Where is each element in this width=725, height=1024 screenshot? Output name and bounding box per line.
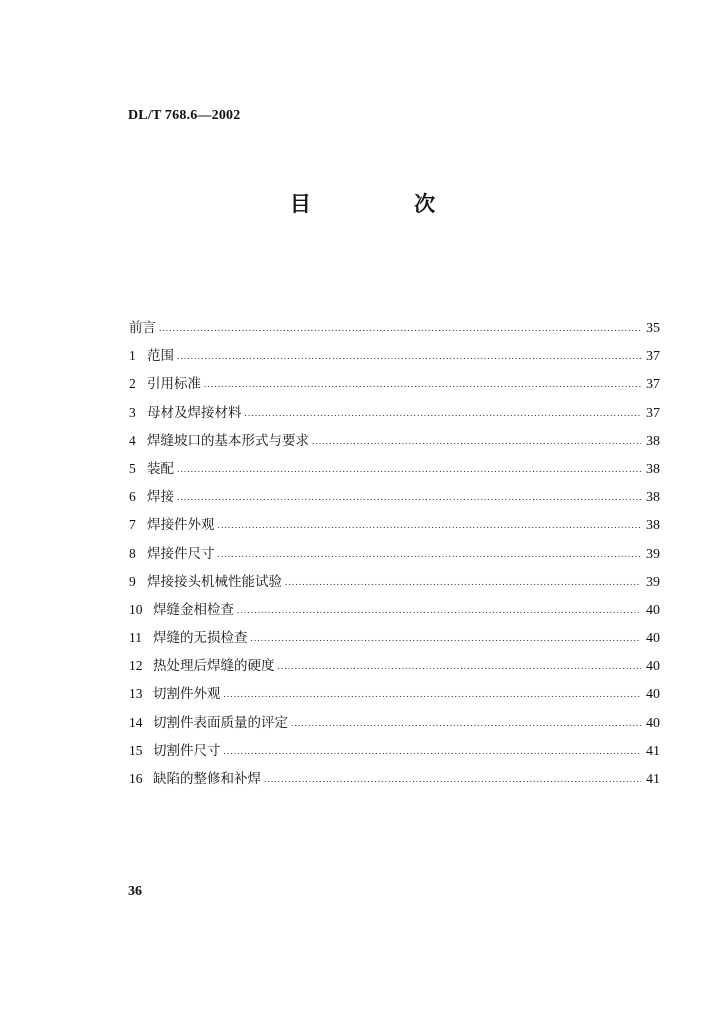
toc-leader-dots [159,314,641,342]
toc-leader-dots [245,399,642,427]
toc-entry[interactable] [129,709,660,737]
toc-entry-page: 37 [646,405,660,421]
toc-entry-number: 14 [129,714,143,730]
toc-entry-label: 前言 [129,320,156,336]
toc-leader-dots [177,455,641,483]
toc-entry-label: 焊接件尺寸 [147,545,215,562]
toc-entry-number: 5 [129,460,136,476]
toc-entry-page: 37 [646,349,660,365]
toc-entry[interactable] [129,596,660,624]
toc-entry-page: 40 [646,715,660,731]
toc-leader-dots [285,568,641,596]
toc-entry-number: 10 [129,601,143,617]
page-title: 目 次 [289,192,484,216]
toc-leader-dots [278,652,642,680]
toc-leader-dots [177,342,641,370]
toc-entry-label: 范围 [147,348,174,365]
toc-entry-number: 9 [129,573,136,589]
toc-entry-number: 7 [129,517,136,533]
toc-entry-label: 焊接接头机械性能试验 [147,573,282,590]
toc-entry-page: 38 [646,518,660,534]
toc-leader-dots [218,511,642,539]
toc-entry-page: 41 [646,772,660,787]
toc-leader-dots [237,596,641,624]
toc-leader-dots [218,540,642,568]
toc-entry-number: 16 [129,771,143,786]
toc-leader-dots [204,370,641,398]
toc-leader-dots [224,737,642,765]
toc-leader-dots [177,483,641,511]
toc-entry-page: 37 [646,377,660,393]
toc-entry-number: 13 [129,686,143,702]
toc-entry-label: 焊缝金相检查 [153,601,234,618]
toc-entry-number: 1 [129,348,136,364]
toc-entry-page: 41 [646,743,660,759]
toc-entry-label: 缺陷的整修和补焊 [153,771,261,787]
toc-leader-dots [251,624,642,652]
toc-entry[interactable] [129,427,660,455]
toc-entry-number: 11 [129,630,142,646]
toc-entry-label: 热处理后焊缝的硬度 [153,658,275,675]
toc-entry[interactable] [129,455,660,483]
toc-entry-label: 焊接件外观 [147,517,215,534]
toc-entry-page: 40 [646,659,660,675]
toc-entry[interactable] [129,652,660,680]
toc-entry-page: 38 [646,490,660,506]
toc-entry[interactable] [129,342,660,370]
toc-entry[interactable] [129,370,660,398]
toc-leader-dots [264,765,641,793]
toc-entry-page: 39 [646,574,660,590]
toc-entry-label: 引用标准 [147,376,201,393]
toc-entry[interactable] [129,737,660,765]
toc-entry[interactable] [129,540,660,568]
table-of-contents [129,314,660,793]
toc-leader-dots [312,427,641,455]
toc-entry-page: 40 [646,687,660,703]
toc-leader-dots [291,709,641,737]
toc-entry-label: 母材及焊接材料 [147,404,242,421]
toc-entry[interactable] [129,680,660,708]
toc-entry-number: 8 [129,545,136,561]
toc-entry-page: 38 [646,433,660,449]
toc-entry[interactable] [129,568,660,596]
toc-entry-number: 15 [129,742,143,758]
toc-entry-number: 6 [129,489,136,505]
toc-entry-label: 切割件外观 [153,686,221,703]
toc-entry-label: 焊接 [147,489,174,506]
toc-entry[interactable] [129,314,660,342]
toc-entry-number: 12 [129,658,143,674]
toc-entry-label: 焊缝的无损检查 [153,630,248,647]
toc-entry[interactable] [129,511,660,539]
toc-entry[interactable] [129,399,660,427]
toc-entry-number: 2 [129,376,136,392]
toc-leader-dots [224,680,642,708]
toc-entry-number: 4 [129,432,136,448]
toc-entry[interactable] [129,765,660,793]
toc-entry-number: 3 [129,404,136,420]
toc-entry-label: 切割件表面质量的评定 [153,714,288,731]
toc-entry-page: 40 [646,631,660,647]
toc-entry-label: 切割件尺寸 [153,742,221,759]
toc-entry-label: 装配 [147,460,174,477]
toc-entry-label: 焊缝坡口的基本形式与要求 [147,432,309,449]
toc-entry[interactable] [129,483,660,511]
toc-entry-page: 40 [646,602,660,618]
toc-entry-page: 39 [646,546,660,562]
toc-entry[interactable] [129,624,660,652]
toc-entry-page: 35 [646,321,660,336]
page-number: 36 [128,884,142,899]
toc-entry-page: 38 [646,461,660,477]
document-code: DL/T 768.6—2002 [128,108,241,123]
